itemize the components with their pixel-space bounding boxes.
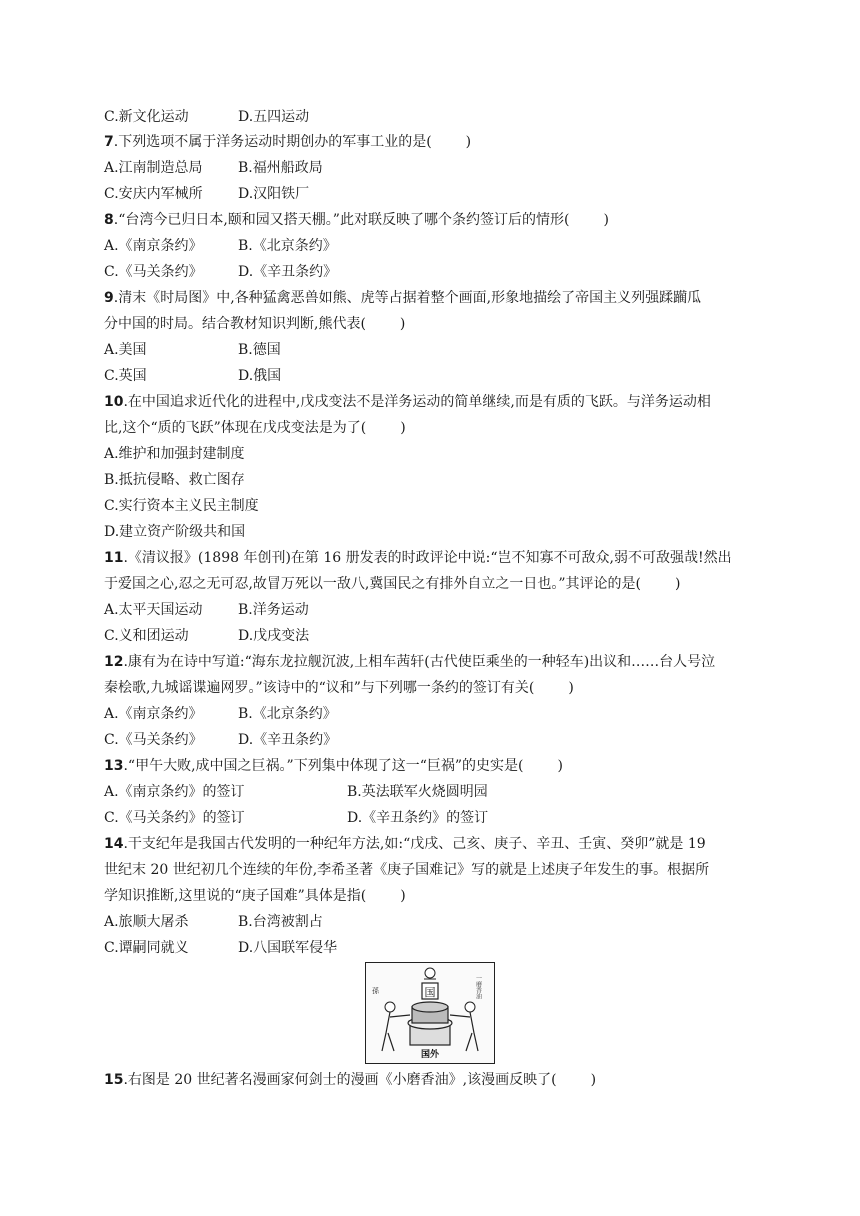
- q7-stem: [104, 132, 471, 152]
- q6-options: [104, 107, 309, 127]
- q11-option-d: D.戊戌变法: [238, 628, 310, 644]
- q12-stem-line1: [104, 652, 715, 672]
- q14-stem-line3: [104, 886, 406, 906]
- q10-option-c: C.实行资本主义民主制度: [104, 498, 259, 514]
- q10-option-b: B.抵抗侵略、救亡图存: [104, 472, 245, 488]
- q14-option-d: D.八国联军侵华: [238, 940, 338, 956]
- q9-text-2: 分中国的时局。结合教材知识判断,熊代表(: [104, 316, 366, 332]
- bottom-label: 国外: [420, 1050, 440, 1060]
- q13-close: ): [557, 758, 563, 774]
- q9-option-d: D.俄国: [238, 368, 282, 384]
- q11-stem-line1: [104, 548, 732, 568]
- q11-stem-line2: [104, 574, 680, 594]
- q10-stem-line2: [104, 418, 406, 438]
- left-label: 孫: [372, 987, 379, 995]
- q12-option-a: A.《南京条约》: [104, 706, 203, 722]
- q9-stem-line2: [104, 314, 405, 334]
- q12-options-row1: [104, 704, 337, 724]
- q15-close: ): [590, 1072, 597, 1088]
- right-label: 一磨香油: [474, 975, 482, 999]
- q13-options-row2: [104, 808, 488, 828]
- q15-stem: [104, 1070, 596, 1090]
- q7-option-d: D.汉阳铁厂: [238, 186, 310, 202]
- q8-option-b: B.《北京条约》: [238, 238, 337, 254]
- q14-text-1: .干支纪年是我国古代发明的一种纪年方法,如:“戊戌、己亥、庚子、辛丑、壬寅、癸卯”就是 19: [123, 836, 706, 852]
- q7-number: 7: [104, 134, 114, 150]
- q7-options-row2: [104, 184, 309, 204]
- q8-options-row1: [104, 236, 337, 256]
- q10-option-d: D.建立资产阶级共和国: [104, 524, 246, 540]
- q13-stem: [104, 756, 563, 776]
- q11-close: ): [674, 576, 681, 592]
- q6-option-c: C.新文化运动: [104, 109, 189, 125]
- q14-options-row2: [104, 938, 337, 958]
- q10-text-1: .在中国追求近代化的进程中,戊戌变法不是洋务运动的简单继续,而是有质的飞跃。与洋务运动相: [123, 394, 711, 410]
- figure-head-right: [465, 1002, 475, 1012]
- q12-option-d: D.《辛丑条约》: [238, 732, 338, 748]
- q8-stem: [104, 210, 609, 230]
- q14-stem-line2: 世纪末 20 世纪初几个连续的年份,李希圣著《庚子国难记》写的就是上述庚子年发生的事。根据所: [104, 862, 710, 878]
- q15-number: 15: [104, 1072, 124, 1088]
- q7-text: .下列选项不属于洋务运动时期创办的军事工业的是(: [113, 134, 432, 150]
- q7-close: ): [465, 134, 472, 150]
- q8-number: 8: [104, 212, 114, 228]
- q12-close: ): [568, 680, 574, 696]
- q13-text: .“甲午大败,成中国之巨祸。”下列集中体现了这一“巨祸”的史实是(: [123, 758, 524, 774]
- cartoon-illustration: [365, 962, 495, 1064]
- q9-text-1: .清末《时局图》中,各种猛禽恶兽如熊、虎等占据着整个画面,形象地描绘了帝国主义列强蹂躏瓜: [113, 290, 702, 306]
- q7-option-a: A.江南制造总局: [104, 160, 203, 176]
- q12-number: 12: [104, 654, 124, 670]
- q10-text-2: 比,这个“质的飞跃”体现在戊戌变法是为了(: [104, 420, 367, 436]
- q9-option-a: A.美国: [104, 342, 147, 358]
- q11-option-b: B.洋务运动: [238, 602, 309, 618]
- q14-options-row1: [104, 912, 323, 932]
- figure-body-left: [382, 1012, 410, 1051]
- q14-close: ): [400, 888, 406, 904]
- q9-stem-line1: [104, 288, 701, 308]
- q10-number: 10: [104, 394, 124, 410]
- q9-option-c: C.英国: [104, 368, 147, 384]
- q10-close: ): [400, 420, 406, 436]
- q10-option-a: A.维护和加强封建制度: [104, 446, 245, 462]
- q9-options-row1: [104, 340, 281, 360]
- q14-option-c: C.谭嗣同就义: [104, 940, 189, 956]
- figure-head-left: [385, 1002, 395, 1012]
- q13-options-row1: [104, 782, 488, 802]
- q13-option-c: C.《马关条约》的签订: [104, 810, 245, 826]
- q12-options-row2: [104, 730, 337, 750]
- q12-text-1: .康有为在诗中写道:“海东龙拉舰沉波,上相车茜轩(古代使臣乘坐的一种轻车)出议和……台人号泣: [123, 654, 716, 670]
- q7-options-row1: [104, 158, 323, 178]
- cartoon-drawing: [366, 963, 494, 1063]
- millstone-top: [412, 1002, 448, 1012]
- q8-options-row2: [104, 262, 337, 282]
- q7-option-b: B.福州船政局: [238, 160, 323, 176]
- top-sign-label: 国: [424, 986, 436, 999]
- q6-option-d: D.五四运动: [238, 109, 310, 125]
- q7-option-c: C.安庆内军械所: [104, 186, 203, 202]
- q9-option-b: B.德国: [238, 342, 281, 358]
- q11-option-c: C.义和团运动: [104, 628, 189, 644]
- q9-options-row2: [104, 366, 281, 386]
- q9-number: 9: [104, 290, 114, 306]
- figure-head-center: [425, 968, 435, 978]
- q13-option-b: B.英法联军火烧圆明园: [347, 784, 488, 800]
- q12-option-b: B.《北京条约》: [238, 706, 337, 722]
- q11-number: 11: [104, 550, 124, 566]
- q13-option-d: D.《辛丑条约》的签订: [347, 810, 489, 826]
- q12-stem-line2: [104, 678, 574, 698]
- q12-text-2: 秦桧歌,九城谣谍遍网罗。”该诗中的“议和”与下列哪一条约的签订有关(: [104, 680, 535, 696]
- q15-text: .右图是 20 世纪著名漫画家何剑士的漫画《小磨香油》,该漫画反映了(: [123, 1072, 557, 1088]
- q14-option-a: A.旅顺大屠杀: [104, 914, 189, 930]
- q11-option-a: A.太平天国运动: [104, 602, 203, 618]
- q14-text-3: 学知识推断,这里说的“庚子国难”具体是指(: [104, 888, 367, 904]
- q11-text-1: .《清议报》(1898 年创刊)在第 16 册发表的时政评论中说:“岂不知寡不可敌众,弱不可敌强哉!然出: [123, 550, 732, 566]
- q11-options-row1: [104, 600, 309, 620]
- q11-text-2: 于爱国之心,忍之无可忍,故冒万死以一敌八,冀国民之有排外自立之一日也。”其评论的是(: [104, 576, 641, 592]
- q14-stem-line1: [104, 834, 706, 854]
- q11-options-row2: [104, 626, 309, 646]
- q8-option-d: D.《辛丑条约》: [238, 264, 338, 280]
- q13-number: 13: [104, 758, 124, 774]
- q8-option-a: A.《南京条约》: [104, 238, 203, 254]
- q14-number: 14: [104, 836, 124, 852]
- q13-option-a: A.《南京条约》的签订: [104, 784, 245, 800]
- figure-body-right: [450, 1012, 478, 1051]
- q8-option-c: C.《马关条约》: [104, 264, 203, 280]
- q8-close: ): [603, 212, 609, 228]
- q14-option-b: B.台湾被割占: [238, 914, 323, 930]
- q12-option-c: C.《马关条约》: [104, 732, 203, 748]
- q8-text: .“台湾今已归日本,颐和园又搭天棚。”此对联反映了哪个条约签订后的情形(: [113, 212, 570, 228]
- q10-stem-line1: [104, 392, 711, 412]
- q9-close: ): [399, 316, 406, 332]
